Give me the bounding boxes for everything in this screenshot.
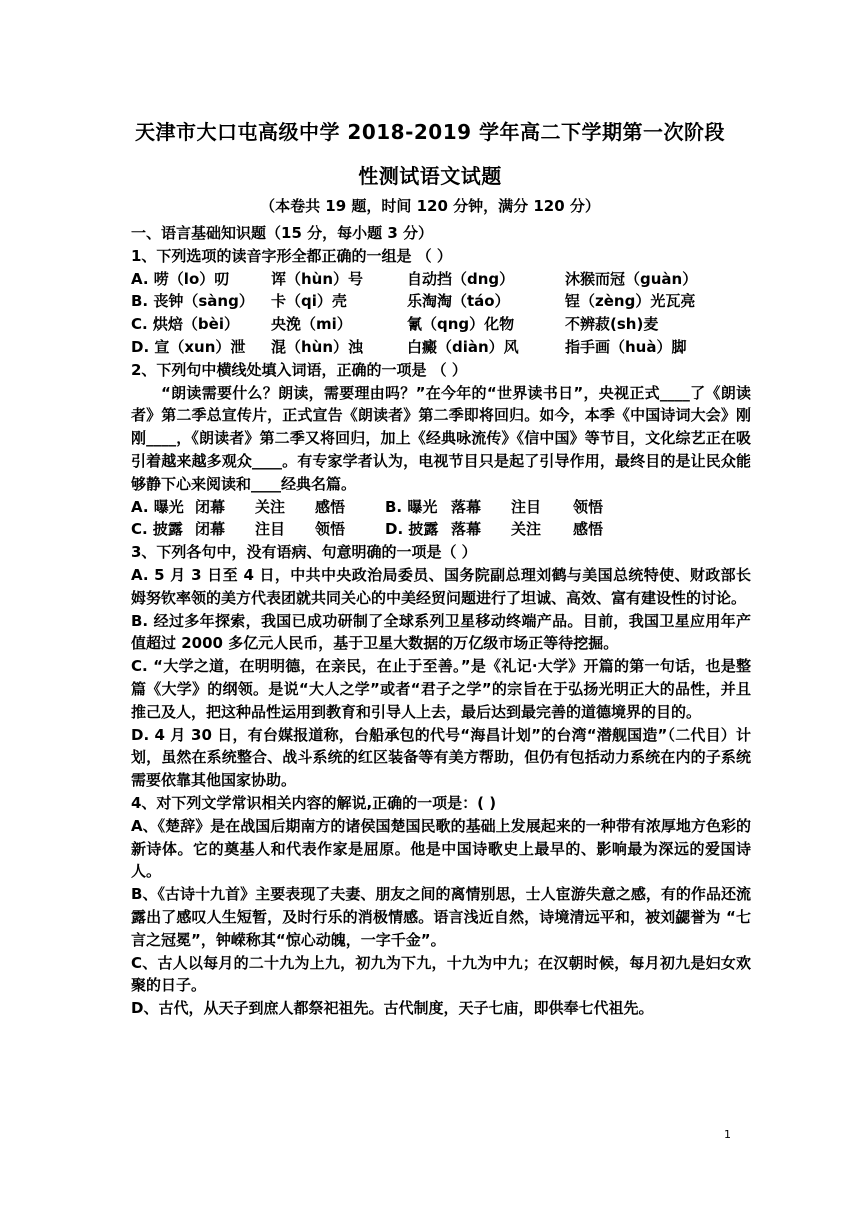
option-cell: 混（hùn）浊 (271, 337, 364, 356)
option-cell: 领悟 (315, 520, 346, 539)
option-cell: 央浼（mi） (271, 315, 352, 334)
option-cell: A. 唠（lo）叨 (131, 269, 230, 288)
option-cell: 闭幕 (195, 520, 226, 539)
option-cell: B. 丧钟（sàng） (131, 292, 254, 311)
question-2-passage: “朗读需要什么？朗读，需要理由吗？”在今年的“世界读书日”，央视正式____了《朗读者》第二季总宣传片，正式宣告《朗读者》第二季即将回归。如今，本季《中国诗词大会》刚刚____，《朗读者》第二季又将回归，加上《经典咏流传》《信中国》等节目，文化综艺正在吸引着越来越多观众____。有专家学者认为，电视节目只是起了引导作用，最终目的是让民众能够静下心来阅读和____经典名篇。 (131, 383, 751, 493)
option-cell: A. 曝光 (131, 497, 184, 516)
option-cell: 注目 (511, 497, 542, 516)
option-cell: 自动挡（dng） (407, 269, 515, 288)
exam-title-line1: 天津市大口屯高级中学 2018-2019 学年高二下学期第一次阶段 (134, 120, 726, 144)
option-cell: 关注 (511, 520, 542, 539)
question-2-options-cd (131, 518, 751, 541)
option-cell: 沐猴而冠（guàn） (565, 269, 698, 288)
option-cell: 卡（qi）壳 (271, 292, 347, 311)
option-cell: D. 宣（xun）泄 (131, 337, 246, 356)
exam-body (131, 222, 751, 1020)
option-cell: 乐淘淘（táo） (407, 292, 510, 311)
question-4-option-c: C、古人以每月的二十九为上九，初九为下九，十九为中九；在汉朝时候，每月初九是妇女欢聚的日子。 (131, 953, 751, 995)
question-4-option-d: D、古代，从天子到庶人都祭祀祖先。古代制度，天子七庙，即供奉七代祖先。 (131, 999, 654, 1018)
question-1-option-a (131, 268, 751, 291)
question-4-stem: 4、对下列文学常识相关内容的解说,正确的一项是：( ) (131, 793, 497, 812)
option-cell: B. 曝光 (385, 497, 438, 516)
option-cell: 不辨菽(sh)麦 (565, 315, 659, 334)
option-cell: 锃（zèng）光瓦亮 (565, 292, 696, 311)
option-cell: 感悟 (315, 497, 346, 516)
question-2-stem: 2、下列句中横线处填入词语，正确的一项是 （ ） (131, 360, 467, 379)
question-4-option-a: A、《楚辞》是在战国后期南方的诸侯国楚国民歌的基础上发展起来的一种带有浓厚地方色彩的新诗体。它的奠基人和代表作家是屈原。他是中国诗歌史上最早的、影响最为深远的爱国诗人。 (131, 816, 751, 881)
question-3-option-c: C. “大学之道，在明明德，在亲民，在止于至善。”是《礼记·大学》开篇的第一句话，也是整篇《大学》的纲领。是说“大人之学”或者“君子之学”的宗旨在于弘扬光明正大的品性，并且推己及人，把这种品性运用到教育和引导人上去，最后达到最完善的道德境界的目的。 (131, 657, 751, 721)
option-cell: 落幕 (451, 497, 482, 516)
option-cell: 氰（qng）化物 (407, 315, 515, 334)
question-1-option-d (131, 336, 751, 359)
option-cell: D. 披露 (385, 520, 439, 539)
question-3-option-d: D. 4 月 30 日，有台媒报道称，台船承包的代号“海昌计划”的台湾“潜舰国造”（二代目）计划，虽然在系统整合、战斗系统的红区装备等有美方帮助，但仍有包括动力系统在内的子系统需要依靠其他国家协助。 (131, 725, 751, 790)
question-1-option-c (131, 313, 751, 336)
question-3-option-b: B. 经过多年探索，我国已成功研制了全球系列卫星移动终端产品。目前，我国卫星应用年产值超过 2000 多亿元人民币，基于卫星大数据的万亿级市场正等待挖掘。 (131, 611, 751, 653)
option-cell: C. 烘焙（bèi） (131, 315, 239, 334)
option-cell: 关注 (255, 497, 286, 516)
question-4-option-b: B、《古诗十九首》主要表现了夫妻、朋友之间的离情别思，士人宦游失意之感，有的作品还流露出了感叹人生短暂，及时行乐的消极情感。语言浅近自然，诗境清远平和，被刘勰誉为 “七言之冠冕”，钟嵘称其“惊心动魄，一字千金”。 (131, 885, 751, 949)
option-cell: 领悟 (573, 497, 604, 516)
exam-title-line2: 性测试语文试题 (358, 164, 502, 188)
question-2-options-ab (131, 496, 751, 519)
question-1-option-b (131, 290, 751, 313)
option-cell: 感悟 (573, 520, 604, 539)
option-cell: 白癜（diàn）风 (407, 337, 519, 356)
section-heading: 一、语言基础知识题（15 分，每小题 3 分） (131, 224, 433, 242)
option-cell: 注目 (255, 520, 286, 539)
option-cell: C. 披露 (131, 520, 183, 539)
question-3-option-a: A. 5 月 3 日至 4 日，中共中央政治局委员、国务院副总理刘鹤与美国总统特使、财政部长姆努钦率领的美方代表团就共同关心的中美经贸问题进行了坦诚、高效、富有建设性的讨论。 (131, 565, 751, 607)
option-cell: 指手画（huà）脚 (565, 337, 687, 356)
option-cell: 诨（hùn）号 (271, 269, 364, 288)
option-cell: 闭幕 (195, 497, 226, 516)
question-1-stem: 1、下列选项的读音字形全都正确的一组是 （ ） (131, 246, 452, 265)
page-number: 1 (724, 1128, 731, 1141)
question-3-stem: 3、下列各句中，没有语病、句意明确的一项是（ ） (131, 543, 477, 562)
option-cell: 落幕 (451, 520, 482, 539)
exam-subtitle: （本卷共 19 题，时间 120 分钟，满分 120 分） (260, 197, 600, 215)
